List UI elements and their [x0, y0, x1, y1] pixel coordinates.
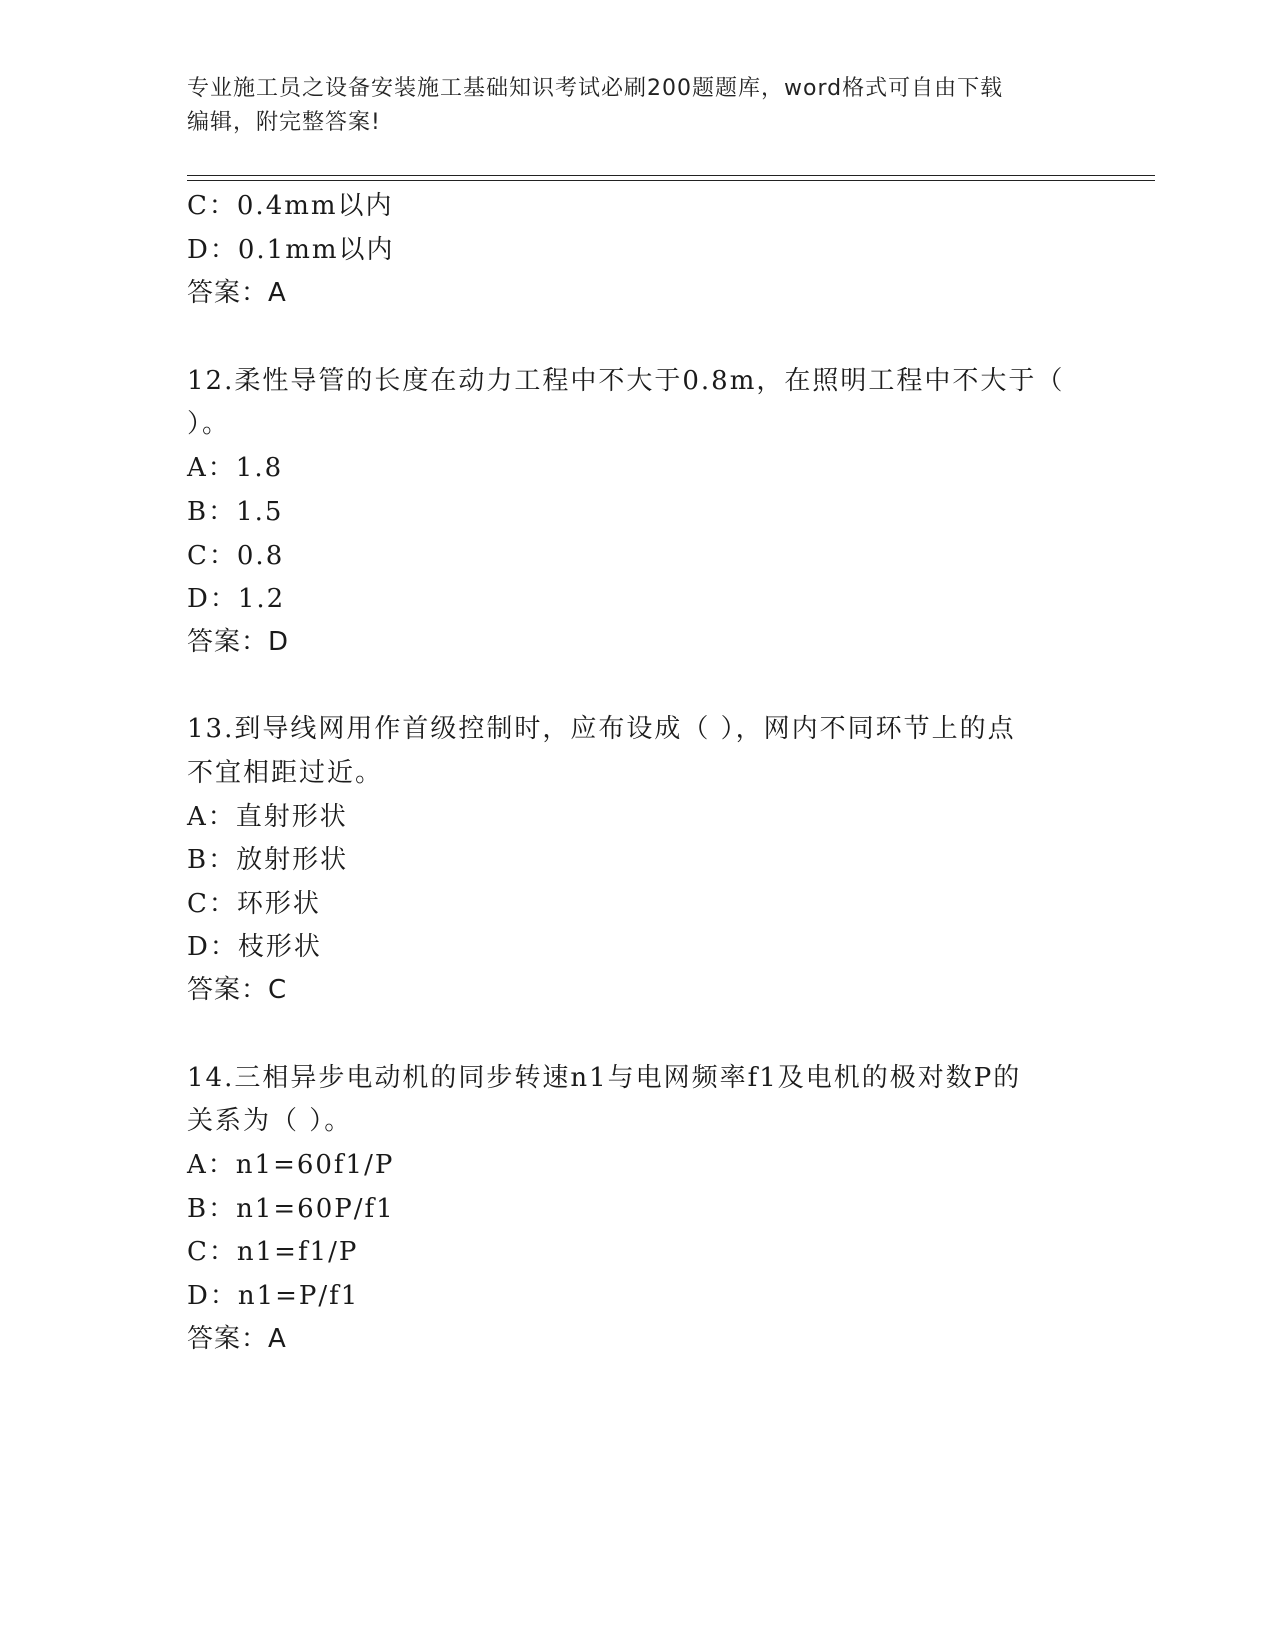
- q12-stem-line-2: ）。: [187, 409, 231, 439]
- q14-stem-line-1: 14.三相异步电动机的同步转速n1与电网频率f1及电机的极对数P的: [187, 1063, 1022, 1093]
- header-divider-bottom: [187, 180, 1155, 181]
- q12-option-b: B：1.5: [187, 497, 284, 527]
- header-line-2: 编辑，附完整答案!: [187, 110, 381, 135]
- q12-option-a: A：1.8: [187, 453, 284, 483]
- q14-option-b: B：n1=60P/f1: [187, 1194, 395, 1224]
- prev-answer: 答案：A: [187, 278, 287, 308]
- q12-option-c: C：0.8: [187, 541, 285, 571]
- header-divider-top: [187, 175, 1155, 176]
- q13-option-d: D：枝形状: [187, 932, 322, 962]
- q14-option-d: D：n1=P/f1: [187, 1281, 360, 1311]
- q13-stem-line-2: 不宜相距过近。: [187, 758, 384, 788]
- header-line-1: 专业施工员之设备安装施工基础知识考试必刷200题题库，word格式可自由下载: [187, 76, 1004, 101]
- q13-answer: 答案：C: [187, 975, 288, 1005]
- q13-stem-line-1: 13.到导线网用作首级控制时，应布设成（ ），网内不同环节上的点: [187, 714, 1016, 744]
- q14-option-c: C：n1=f1/P: [187, 1237, 359, 1267]
- document-header: [187, 72, 1067, 140]
- q12-answer: 答案：D: [187, 627, 290, 657]
- q14-option-a: A：n1=60f1/P: [187, 1150, 395, 1180]
- prev-option-d: D：0.1mm以内: [187, 235, 395, 265]
- q12-option-d: D：1.2: [187, 584, 286, 614]
- q14-answer: 答案：A: [187, 1324, 287, 1354]
- q12-stem-line-1: 12.柔性导管的长度在动力工程中不大于0.8m，在照明工程中不大于（: [187, 366, 1065, 396]
- q13-option-c: C：环形状: [187, 889, 321, 919]
- prev-option-c: C：0.4mm以内: [187, 191, 394, 221]
- q14-stem-line-2: 关系为（ ）。: [187, 1106, 353, 1136]
- q13-option-a: A：直射形状: [187, 802, 348, 832]
- q13-option-b: B：放射形状: [187, 845, 349, 875]
